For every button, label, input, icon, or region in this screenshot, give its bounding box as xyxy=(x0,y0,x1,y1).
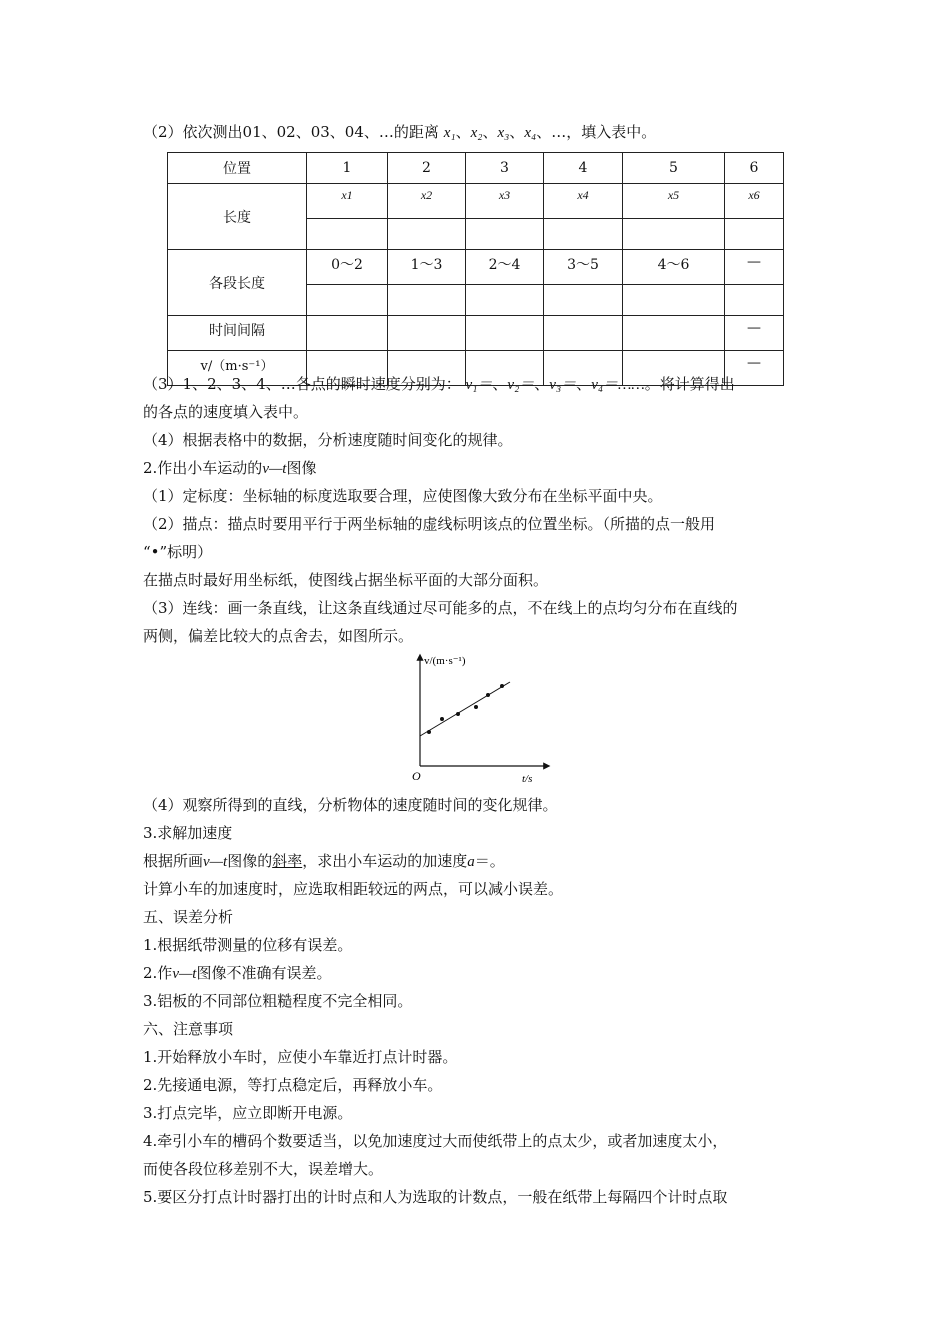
data-point xyxy=(486,693,490,697)
section2-title-a: 2.作出小车运动的 xyxy=(143,459,263,477)
section5-title: 五、误差分析 xyxy=(143,908,234,926)
section3-p2: 计算小车的加速度时，应选取相距较远的两点，可以减小误差。 xyxy=(143,880,564,898)
measurement-table xyxy=(167,152,784,386)
var-v1: v₁＝ xyxy=(465,377,493,393)
section6-item2: 2.先接通电源，等打点稳定后，再释放小车。 xyxy=(143,1076,443,1094)
data-point xyxy=(456,712,460,716)
step4-line: （4）根据表格中的数据，分析速度随时间变化的规律。 xyxy=(143,431,513,449)
var-a: a xyxy=(467,854,475,870)
table-row-length xyxy=(168,184,784,219)
var-vt: v—t xyxy=(203,854,228,870)
data-point xyxy=(427,730,431,734)
var-v4: v₄＝…… xyxy=(591,377,645,393)
fit-line xyxy=(420,682,510,736)
section6-item3: 3.打点完毕，应立即断开电源。 xyxy=(143,1104,353,1122)
step3-tail: 。将计算得出 xyxy=(644,375,735,393)
empty-cell xyxy=(466,316,544,351)
empty-cell xyxy=(725,219,784,250)
section2-title-b: 图像 xyxy=(286,459,317,477)
header-1: 1 xyxy=(307,153,388,184)
vt-graph-figure xyxy=(380,648,560,788)
empty-cell xyxy=(388,316,466,351)
segment-cell: 4～6 xyxy=(623,250,725,285)
interval-label: 时间间隔 xyxy=(168,316,307,351)
section2-p1: （1）定标度：坐标轴的标度选取要合理，应使图像大致分布在坐标平面中央。 xyxy=(143,487,663,505)
section5-item1: 1.根据纸带测量的位移有误差。 xyxy=(143,936,353,954)
empty-cell xyxy=(307,219,388,250)
header-2: 2 xyxy=(388,153,466,184)
table-row-segments xyxy=(168,250,784,285)
segment-cell: 0～2 xyxy=(307,250,388,285)
section2-title xyxy=(143,458,317,479)
slope-underlined: 斜率 xyxy=(272,852,303,870)
var-vt: v—t xyxy=(262,461,287,477)
segment-cell: 1～3 xyxy=(388,250,466,285)
section2-p2b: “•”标明） xyxy=(143,543,213,561)
step2-tail: 、…，填入表中。 xyxy=(536,123,657,141)
section2-p4: （3）连线：画一条直线，让这条直线通过尽可能多的点，不在线上的点均匀分布在直线的 xyxy=(143,599,738,617)
step3-text: （3）1、2、3、4、…各点的瞬时速度分别为： xyxy=(143,375,461,393)
table-row-header xyxy=(168,153,784,184)
step2-line: （2）依次测出01、02、03、04、…的距离 x₁、x₂、x₃、x₄、…，填入表中。 xyxy=(143,123,657,141)
section3-p1 xyxy=(143,851,505,872)
section2-p2: （2）描点：描点时要用平行于两坐标轴的虚线标明该点的位置坐标。（所描的点一般用 xyxy=(143,515,716,533)
empty-cell xyxy=(623,316,725,351)
table-row-interval xyxy=(168,316,784,351)
section3-p1-a: 根据所画 xyxy=(143,852,204,870)
section6-item5: 5.要区分打点计时器打出的计时点和人为选取的计数点，一般在纸带上每隔四个计时点取 xyxy=(143,1188,728,1206)
empty-cell xyxy=(544,285,623,316)
section6-item4: 4.牵引小车的槽码个数要适当，以免加速度过大而使纸带上的点太少，或者加速度太小， xyxy=(143,1132,728,1150)
data-point xyxy=(440,717,444,721)
header-6: 6 xyxy=(725,153,784,184)
var-x3: x₃ xyxy=(497,125,510,141)
step2-text: （2）依次测出01、02、03、04、…的距离 xyxy=(143,123,439,141)
segment-cell: 3～5 xyxy=(544,250,623,285)
empty-cell xyxy=(307,316,388,351)
var-v3: v₃＝ xyxy=(549,377,577,393)
data-point xyxy=(474,705,478,709)
var-x2: x₂ xyxy=(470,125,483,141)
data-point xyxy=(500,684,504,688)
y-axis-label: v/(m·s⁻¹) xyxy=(424,655,466,667)
section3-p1-d: ＝。 xyxy=(474,852,505,870)
step3-line1: （3）1、2、3、4、…各点的瞬时速度分别为： v₁＝、v₂＝、v₃＝、v₄＝……。将计算得出 xyxy=(143,375,735,393)
section6-title: 六、注意事项 xyxy=(143,1020,234,1038)
section6-item4b: 而使各段位移差别不大，误差增大。 xyxy=(143,1160,384,1178)
section5-item2 xyxy=(143,963,332,984)
empty-cell xyxy=(466,285,544,316)
empty-cell xyxy=(388,285,466,316)
empty-cell xyxy=(544,316,623,351)
header-3: 3 xyxy=(466,153,544,184)
x-axis-label: t/s xyxy=(522,773,533,785)
section3-p1-c: ，求出小车运动的加速度 xyxy=(302,852,468,870)
x6-cell: x6 xyxy=(725,184,784,219)
section5-item3: 3.铝板的不同部位粗糙程度不完全相同。 xyxy=(143,992,413,1010)
section2-p4b: 两侧，偏差比较大的点舍去，如图所示。 xyxy=(143,627,414,645)
empty-cell xyxy=(623,219,725,250)
var-v2: v₂＝ xyxy=(507,377,535,393)
empty-cell xyxy=(388,219,466,250)
section6-item1: 1.开始释放小车时，应使小车靠近打点计时器。 xyxy=(143,1048,458,1066)
x2-cell: x2 xyxy=(388,184,466,219)
segment-cell: 2～4 xyxy=(466,250,544,285)
section2-p3: 在描点时最好用坐标纸，使图线占据坐标平面的大部分面积。 xyxy=(143,571,549,589)
section2-p5: （4）观察所得到的直线，分析物体的速度随时间的变化规律。 xyxy=(143,796,558,814)
section5-item2-a: 2.作 xyxy=(143,964,173,982)
var-x1: x₁ xyxy=(443,125,456,141)
header-position: 位置 xyxy=(168,153,307,184)
segment-label: 各段长度 xyxy=(168,250,307,316)
x1-cell: x1 xyxy=(307,184,388,219)
section3-title: 3.求解加速度 xyxy=(143,824,233,842)
origin-label: O xyxy=(412,769,421,783)
header-5: 5 xyxy=(623,153,725,184)
empty-cell xyxy=(544,219,623,250)
header-4: 4 xyxy=(544,153,623,184)
dash-cell: — xyxy=(725,351,784,386)
var-x4: x₄ xyxy=(524,125,537,141)
empty-cell xyxy=(725,285,784,316)
var-vt: v—t xyxy=(172,966,197,982)
velocity-label: v/（m·s⁻¹） xyxy=(168,351,307,386)
section3-p1-b: 图像的 xyxy=(227,852,273,870)
length-label: 长度 xyxy=(168,184,307,250)
empty-cell xyxy=(623,285,725,316)
empty-cell xyxy=(307,285,388,316)
x4-cell: x4 xyxy=(544,184,623,219)
dash-cell: — xyxy=(725,316,784,351)
segment-cell: — xyxy=(725,250,784,285)
empty-cell xyxy=(466,219,544,250)
x3-cell: x3 xyxy=(466,184,544,219)
x5-cell: x5 xyxy=(623,184,725,219)
step3-line2: 的各点的速度填入表中。 xyxy=(143,403,309,421)
section5-item2-b: 图像不准确有误差。 xyxy=(196,964,332,982)
